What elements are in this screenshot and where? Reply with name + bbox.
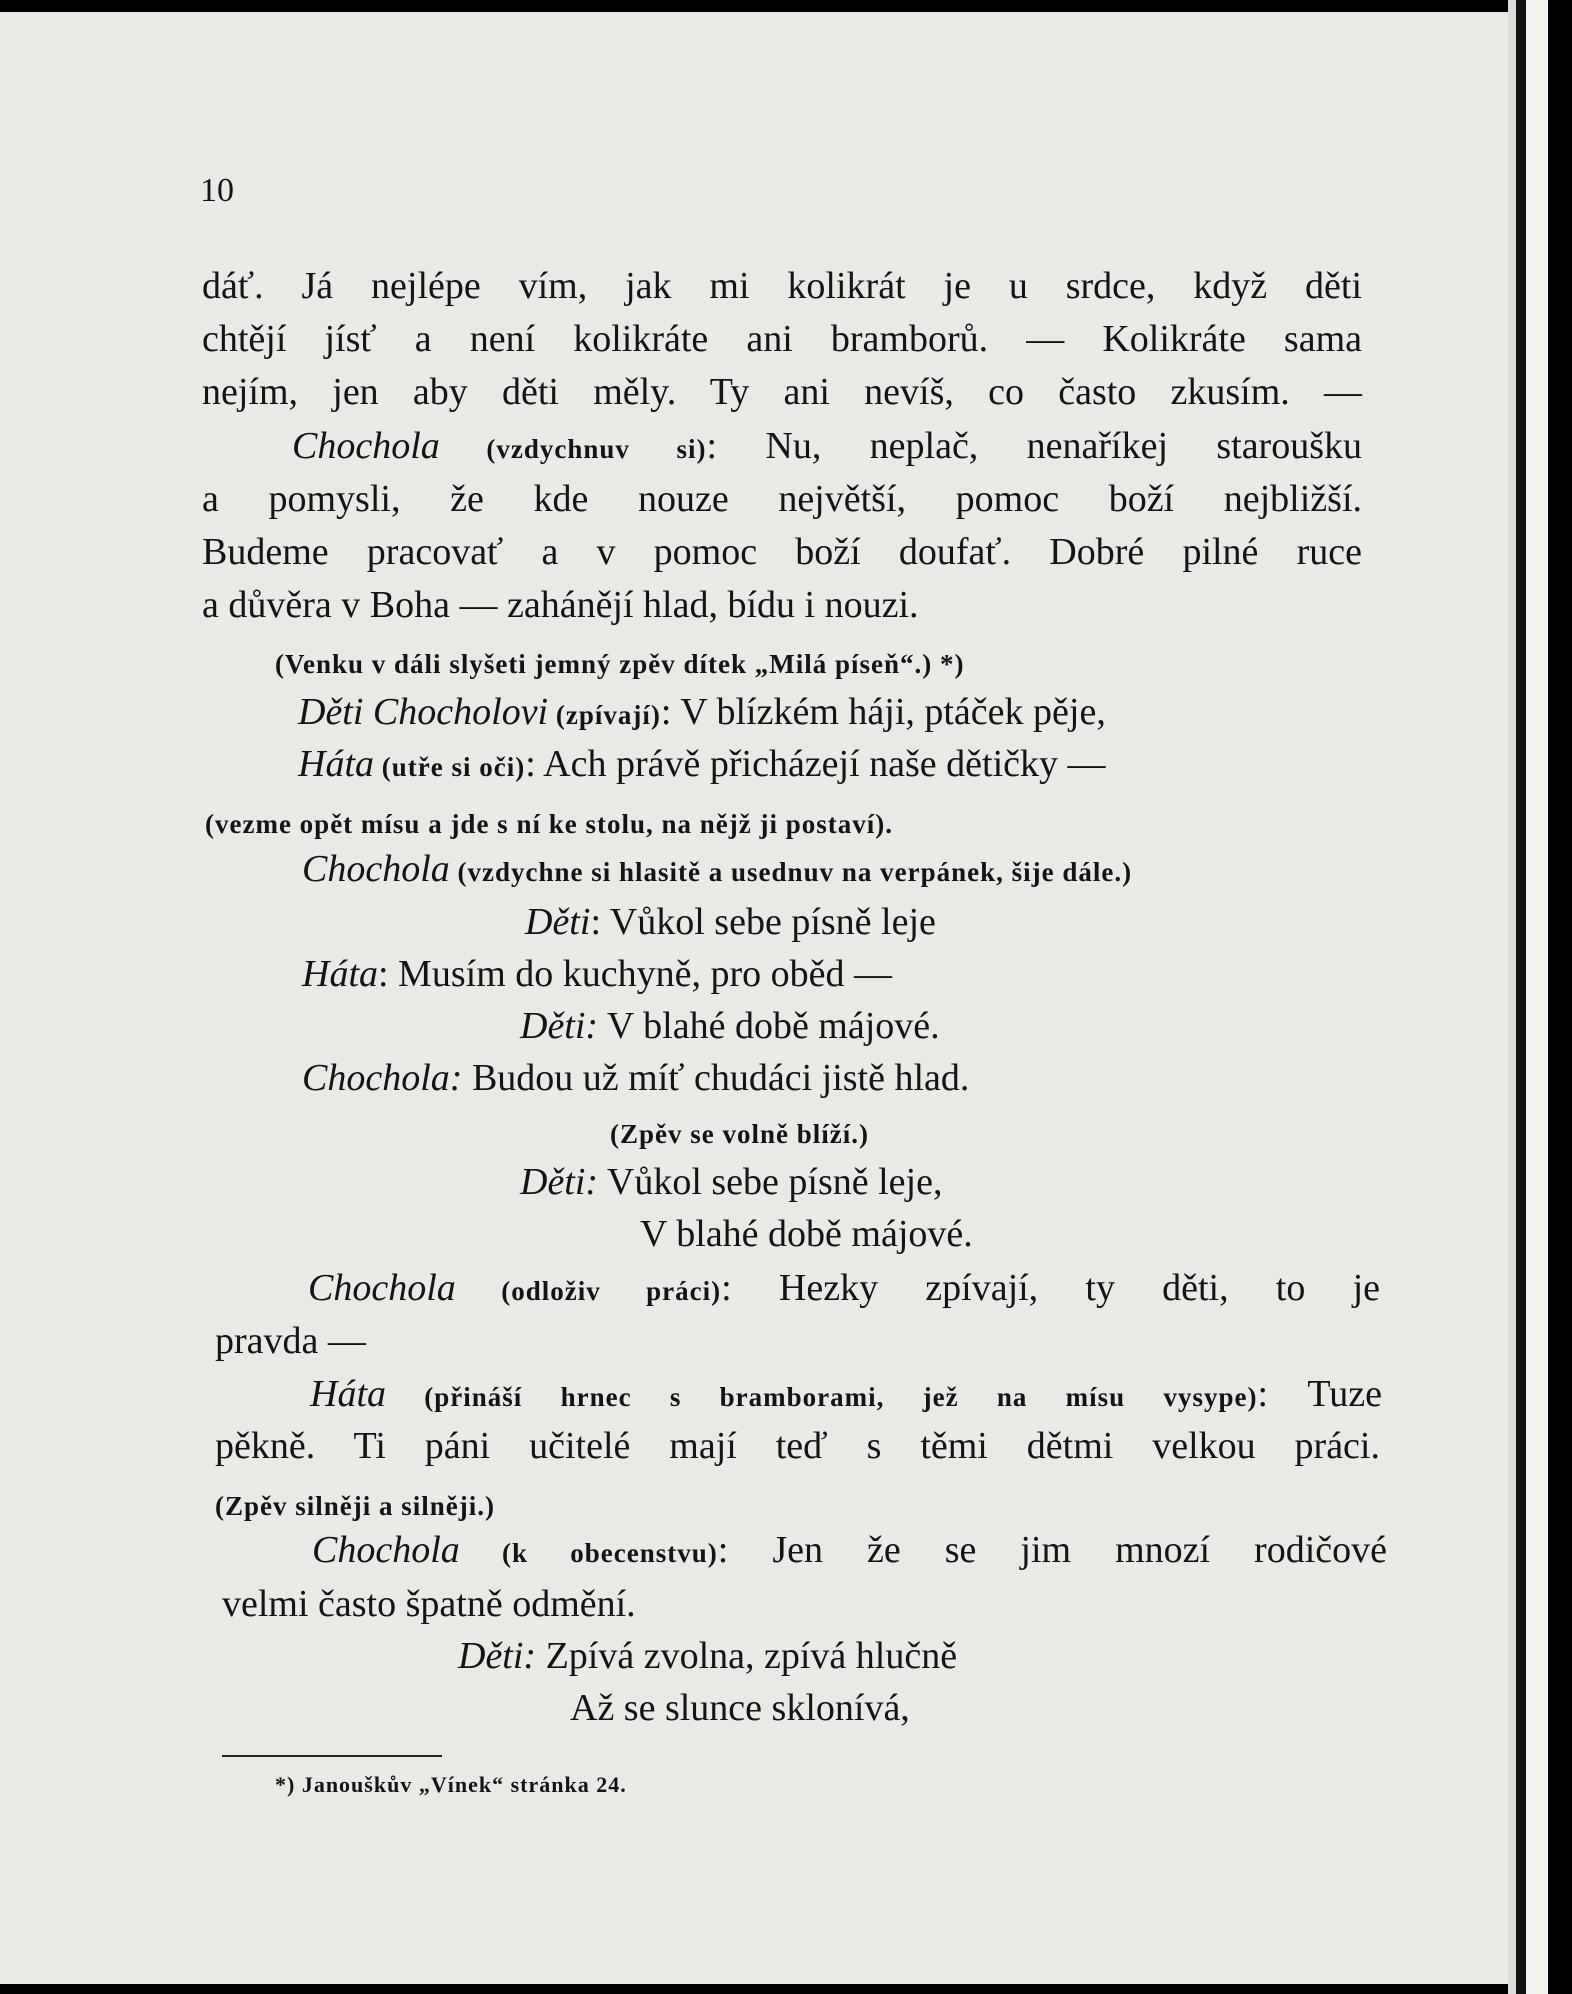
text-line xyxy=(275,642,965,686)
text-line xyxy=(202,583,919,627)
text-line xyxy=(302,847,1132,894)
line-text: Vůkol sebe písně leje, xyxy=(598,1161,943,1203)
line-text: a pomysli, že kde nouze největší, pomoc boží nejbližší. xyxy=(202,478,1362,520)
text-line xyxy=(520,1004,940,1048)
text-line xyxy=(302,1056,969,1100)
stage-direction: (utře si oči) xyxy=(374,752,526,782)
line-text: velmi často špatně odmění. xyxy=(222,1583,636,1625)
line-text: : V blízkém háji, ptáček pěje, xyxy=(660,691,1106,733)
line-text: : Vůkol sebe písně leje xyxy=(590,901,936,943)
stage-direction: (zpívají) xyxy=(548,700,661,730)
speaker-name: Háta xyxy=(310,1373,386,1415)
speaker-name: Děti xyxy=(525,901,591,943)
line-text: dáť. Já nejlépe vím, jak mi kolikrát je u srdce, když děti xyxy=(202,265,1362,307)
text-line xyxy=(520,1160,942,1204)
speaker-name: Chochola xyxy=(312,1529,460,1571)
line-text: : Hezky zpívají, ty děti, to je xyxy=(721,1267,1380,1309)
text-line xyxy=(202,477,1362,521)
stage-direction: (vezme opět mísu a jde s ní ke stolu, na nějž ji postaví). xyxy=(205,809,893,839)
speaker-name: Háta xyxy=(298,743,374,785)
text-line xyxy=(308,1266,1380,1313)
speaker-name: Chochola xyxy=(302,848,450,890)
text-line xyxy=(205,802,893,846)
stage-direction: (Zpěv silněji a silněji.) xyxy=(215,1491,495,1521)
line-text: V blahé době májové. xyxy=(640,1213,973,1255)
line-text: : Ach právě přicházejí naše dětičky — xyxy=(525,743,1106,785)
text-line xyxy=(525,900,936,944)
stage-direction: (Venku v dáli slyšeti jemný zpěv dítek „Milá píseň“.) *) xyxy=(275,649,965,679)
speaker-name: Chochola: xyxy=(302,1057,463,1099)
text-line xyxy=(640,1212,973,1256)
line-text: : Nu, neplač, nenaříkej staroušku xyxy=(706,425,1362,467)
text-line xyxy=(610,1112,869,1156)
speaker-name: Háta xyxy=(302,953,378,995)
footnote-rule xyxy=(222,1755,442,1757)
line-text: : Musím do kuchyně, pro oběd — xyxy=(378,953,893,995)
text-line xyxy=(202,370,1362,414)
speaker-name: Děti: xyxy=(520,1005,599,1047)
line-text: nejím, jen aby děti měly. Ty ani nevíš, co často zkusím. — xyxy=(202,371,1362,413)
stage-direction: (vzdychne si hlasitě a usednuv na verpánek, šije dále.) xyxy=(449,857,1133,887)
speaker-name: Děti: xyxy=(520,1161,599,1203)
text-line xyxy=(302,952,892,996)
stage-direction: (odloživ práci) xyxy=(455,1276,722,1306)
speaker-name: Chochola xyxy=(308,1267,456,1309)
text-line xyxy=(215,1484,495,1528)
line-text: Budou už míť chudáci jistě hlad. xyxy=(462,1057,970,1099)
line-text: Budeme pracovať a v pomoc boží doufať. Dobré pilné ruce xyxy=(202,531,1362,573)
stage-direction: (k obecenstvu) xyxy=(459,1538,718,1568)
text-line xyxy=(222,1582,636,1626)
speaker-name: Děti: xyxy=(458,1635,537,1677)
line-text: Až se slunce sklonívá, xyxy=(570,1687,910,1729)
line-text: chtějí jísť a není kolikráte ani bramborů. — Kolikráte sama xyxy=(202,318,1362,360)
text-line xyxy=(202,317,1362,361)
text-line xyxy=(310,1372,1382,1419)
line-text: pravda — xyxy=(215,1320,366,1362)
stage-direction: (vzdychnuv si) xyxy=(439,434,707,464)
page-number: 10 xyxy=(200,172,234,209)
text-line xyxy=(570,1686,910,1730)
stage-direction: (přináší hrnec s bramborami, jež na mísu vysype) xyxy=(386,1382,1258,1412)
text-line xyxy=(202,264,1362,308)
stage-direction: (Zpěv se volně blíží.) xyxy=(610,1119,869,1149)
text-line xyxy=(298,690,1106,737)
book-page xyxy=(0,12,1508,1984)
text-line xyxy=(202,530,1362,574)
speaker-name: Chochola xyxy=(292,425,440,467)
line-text: a důvěra v Boha — zahánějí hlad, bídu i nouzi. xyxy=(202,584,919,626)
line-text: pěkně. Ti páni učitelé mají teď s těmi dětmi velkou práci. xyxy=(215,1425,1380,1467)
text-line xyxy=(458,1634,957,1678)
page-text xyxy=(0,12,1508,1984)
text-line xyxy=(298,742,1106,789)
line-text: V blahé době májové. xyxy=(598,1005,940,1047)
book-edge xyxy=(1508,0,1572,1994)
speaker-name: Děti Chocholovi xyxy=(298,691,549,733)
line-text: : Jen že se jim mnozí rodičové xyxy=(717,1529,1388,1571)
text-line xyxy=(215,1424,1380,1468)
footnote: *) Janouškův „Vínek“ stránka 24. xyxy=(275,1772,627,1797)
text-line xyxy=(292,424,1362,471)
line-text: Zpívá zvolna, zpívá hlučně xyxy=(536,1635,958,1677)
text-line xyxy=(312,1528,1387,1575)
text-line xyxy=(215,1319,366,1363)
line-text: : Tuze xyxy=(1257,1373,1382,1415)
